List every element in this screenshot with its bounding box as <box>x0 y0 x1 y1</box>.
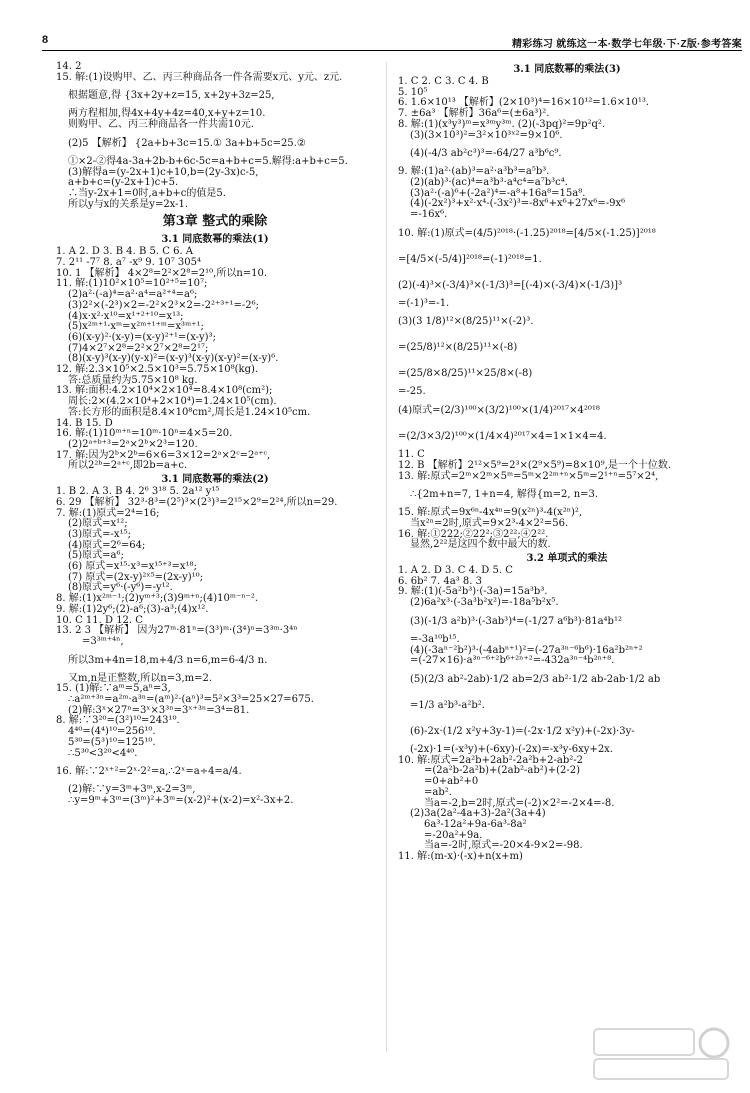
left-answer-line: =3³ᵐ⁺⁴ⁿ, <box>82 635 124 647</box>
right-answer-line: 16. 解:①222;②22²;③2²²;④2²². <box>398 528 549 540</box>
right-answer-line: (2)(ab)³·(ac)⁴=a³b³·a⁴c⁴=a⁷b³c⁴. <box>410 176 568 188</box>
right-answer-line: =1/3 a²b³-a²b². <box>410 699 485 711</box>
right-answer-line: =-16x⁶. <box>410 209 448 221</box>
left-answer-line: (8)原式=y⁶·(-y⁶)=-y¹². <box>68 582 173 594</box>
left-answer-line: 9. 解:(1)2y⁶;(2)-a⁶;(3)-a³;(4)x¹². <box>56 603 209 615</box>
right-answer-line: (2)6a²x³·(-3a³b²x²)=-18a⁵b²x⁵. <box>410 597 559 609</box>
left-answer-line: (4)原式=2⁶=64; <box>68 539 146 551</box>
left-answer-line: ∴5³⁰<3²⁰<4⁴⁰. <box>68 747 138 759</box>
left-answer-line: 15. 解:(1)设购甲、乙、丙三种商品各一件各需要x元、y元、z元. <box>56 71 343 83</box>
left-answer-line: 两方程相加,得4x+4y+4z=40,x+y+z=10. <box>68 108 266 120</box>
left-answer-line: (4)x·x²·x¹⁰=x¹⁺²⁺¹⁰=x¹³; <box>68 310 184 322</box>
left-answer-line: 8. 解:∵3²⁰=(3²)¹⁰=243¹⁰. <box>56 715 180 727</box>
right-answer-line: =(2a²b-2a²b)+(2ab²-ab²)+(2-2) <box>424 765 580 777</box>
left-answer-line: (2)原式=x¹²; <box>68 518 128 530</box>
left-answer-line: 10. 1 【解析】 4×2⁸=2²×2⁸=2¹⁰,所以n=10. <box>56 267 268 279</box>
right-answer-line: (-2x)·1=(-x³y)+(-6xy)-(-2x)=-x³y-6xy+2x. <box>410 743 614 755</box>
right-answer-line: ∴{2m+n=7, 1+n=4, 解得{m=2, n=3. <box>410 489 599 501</box>
left-answer-line: ∴y=9ᵐ+3ᵐ=(3ᵐ)²+3ᵐ=(x-2)²+(x-2)=x²-3x+2. <box>68 794 294 806</box>
left-answer-line: (2)5 【解析】 {2a+b+3c=15.① 3a+b+5c=25.② <box>68 137 306 149</box>
right-answer-line: 5. 10⁵ <box>398 86 428 98</box>
left-answer-line: (6)(x-y)²·(x-y)=(x-y)²⁺¹=(x-y)³; <box>68 331 216 343</box>
right-answer-line: =(25/8)¹²×(8/25)¹¹×(-8) <box>398 342 518 354</box>
left-answer-line: 第3章 整式的乘除 <box>162 214 268 230</box>
left-column <box>56 62 374 807</box>
left-answer-line: 3.1 同底数幂的乘法(1) <box>161 234 269 246</box>
left-answer-line: ①×2-②得4a-3a+2b-b+6c-5c=a+b+c=5.解得:a+b+c=5. <box>68 155 348 167</box>
right-answer-line: (3)a²·(-a)⁶+(-2a²)⁴=-a⁸+16a⁸=15a⁸. <box>410 187 586 199</box>
left-answer-line: 所以3m+4n=18,m+4/3 n=6,m=6-4/3 n. <box>68 654 268 666</box>
right-answer-line: 9. 解:(1)a²·(ab)³=a²·a³b³=a⁵b³. <box>398 166 550 178</box>
left-answer-line: 16. 解:(1)10ᵐ⁺ⁿ=10ᵐ·10ⁿ=4×5=20. <box>56 428 233 440</box>
right-answer-line: 8. 解:(1)(x³y³)ᵐ=x³ᵐy³ᵐ. (2)(-3pq)²=9p²q². <box>398 118 606 130</box>
left-answer-line: 13. 解:面积:4.2×10⁴×2×10⁴=8.4×10⁸(cm²); <box>56 385 273 397</box>
left-answer-line: (2)2ᵃ⁺ᵇ⁺³=2ᵃ×2ᵇ×2³=120. <box>68 438 198 450</box>
left-answer-line: 10. C 11. D 12. C <box>56 614 143 626</box>
left-answer-line: 则购甲、乙、丙三种商品各一件共需10元. <box>68 119 254 131</box>
right-column <box>398 62 736 863</box>
right-answer-line: 6. 6b² 7. 4a³ 8. 3 <box>398 575 482 587</box>
right-answer-line: =-25. <box>398 386 426 398</box>
right-answer-line: (4)(-2x²)³+x²·x⁴-(-3x²)³=-8x⁶+x⁶+27x⁶=-9x⁶ <box>410 198 626 210</box>
left-answer-line: 答:总质量约为5.75×10⁸ kg. <box>68 374 198 386</box>
right-answer-line: =(-1)³=-1. <box>398 297 450 309</box>
page-header <box>42 36 742 51</box>
left-answer-line: 周长:2×(4.2×10⁴+2×10⁴)=1.24×10⁵(cm). <box>68 396 277 408</box>
left-answer-line: (8)(x-y)³(x-y)(y-x)²=(x-y)³(x-y)(x-y)²=(x-y)⁶. <box>68 353 279 365</box>
right-answer-line: 9. 解:(1)(-5a²b³)·(-3a)=15a³b³. <box>398 586 548 598</box>
left-answer-line: (5)原式=a⁶; <box>68 550 124 562</box>
header-title: 精彩练习 就练这一本·数学七年级·下·Z版·参考答案 <box>511 39 742 50</box>
right-answer-line: =0+ab²+0 <box>424 776 479 788</box>
left-answer-line: (5)x²ᵐ⁺¹·xᵐ=x²ᵐ⁺¹⁺ᵐ=x³ᵐ⁺¹; <box>68 321 204 333</box>
left-answer-line: 7. 2¹¹ -7⁷ 8. a⁷ -x⁹ 9. 10⁷ 305⁴ <box>56 257 202 269</box>
left-answer-line: 1. B 2. A 3. B 4. 2⁶ 3¹⁸ 5. 2a¹² y¹⁵ <box>56 486 220 498</box>
left-answer-line: 14. B 15. D <box>56 417 113 429</box>
right-answer-line: 3.1 同底数幂的乘法(3) <box>513 64 621 75</box>
left-answer-line: 11. 解:(1)10²×10⁵=10²⁺⁵=10⁷; <box>56 278 208 290</box>
right-answer-line: 1. C 2. C 3. C 4. B <box>398 76 489 87</box>
right-answer-line: =(-27×16)·a³ⁿ⁻⁶⁺²b⁶⁺²ⁿ⁺²=-432a³ⁿ⁻⁴b²ⁿ⁺⁸. <box>410 655 615 667</box>
right-answer-line: (2)3a(2a²-4a+3)-2a²(3a+4) <box>410 808 546 820</box>
left-answer-line: (2)解:∵y=3ᵐ+3ᵐ,x-2=3ᵐ, <box>68 784 196 796</box>
right-answer-line: =ab². <box>424 786 452 798</box>
right-answer-line: (3)(3×10³)²=3²×10³ˣ²=9×10⁶. <box>410 129 563 141</box>
left-answer-line: ∴a²ᵐ⁺³ⁿ=a²ᵐ·a³ⁿ=(aᵐ)²·(aⁿ)³=5²×3³=25×27=675. <box>68 694 314 706</box>
right-answer-line: =-3a¹⁰b¹⁵. <box>410 633 460 645</box>
right-answer-line: =(25/8×8/25)¹¹×25/8×(-8) <box>398 368 533 380</box>
left-answer-line: 14. 2 <box>56 61 82 72</box>
left-answer-line: 3.1 同底数幂的乘法(2) <box>161 474 269 486</box>
right-answer-line: (3)(3 1/8)¹²×(8/25)¹¹×(-2)³. <box>398 316 534 328</box>
left-answer-line: 12. 解:2.3×10⁵×2.5×10³=5.75×10⁸(kg). <box>56 364 259 376</box>
right-answer-line: (4)(-4/3 ab²c³)³=-64/27 a³b⁶c⁹. <box>410 148 562 160</box>
right-answer-line: 11. 解:(m-x)·(-x)+n(x+m) <box>398 851 523 863</box>
watermark-logo <box>586 1023 736 1083</box>
right-answer-line: 13. 解:原式=2ᵐ×2ᵐ×5ᵐ=5ᵐ×2²ᵐ⁺ⁿ×5ᵐ=2¹⁺ⁿ=5⁷×2⁴, <box>398 470 659 482</box>
right-answer-line: 6a³-12a²+9a-6a³-8a² <box>424 818 527 830</box>
left-answer-line: (2)a²·(-a)⁴=a²·a⁴=a²⁺⁴=a⁶; <box>68 289 198 301</box>
left-answer-line: 又m,n是正整数,所以n=3,m=2. <box>68 672 213 684</box>
left-answer-line: ∴当y-2x+1=0时,a+b+c的值是5. <box>68 187 226 199</box>
right-answer-line: 15. 解:原式=9x⁶ⁿ-4x⁴ⁿ=9(x²ⁿ)³-4(x²ⁿ)², <box>398 507 583 519</box>
left-answer-line: (3)2²×(-2³)×2=-2²×2³×2=-2²⁺³⁺¹=-2⁶; <box>68 299 260 311</box>
right-answer-line: 7. ±6a³ 【解析】36a⁶=(±6a³)². <box>398 108 550 120</box>
left-answer-line: (2)解:3ˣ×27ⁿ=3ˣ×3³ⁿ=3ˣ⁺³ⁿ=3⁴=81. <box>68 704 250 716</box>
right-answer-line: (3)(-1/3 a²b)³·(-3ab³)⁴=(-1/27 a⁶b³)·81a⁴b¹² <box>410 615 622 627</box>
left-answer-line: (6) 原式=x¹⁵·x³=x¹⁵⁺³=x¹⁸; <box>68 561 197 573</box>
right-answer-line: 11. C <box>398 449 425 461</box>
right-answer-line: 显然,2²²是这四个数中最大的数. <box>410 539 551 551</box>
left-answer-line: 6. 29 【解析】 32³·8³=(2⁵)³×(2³)³=2¹⁵×2⁹=2²⁴,所以n=29. <box>56 496 338 508</box>
right-answer-line: (2)(-4)³×(-3/4)³×(-1/3)³=[(-4)×(-3/4)×(-1/3)]³ <box>398 279 623 291</box>
right-answer-line: 3.2 单项式的乘法 <box>526 553 608 565</box>
right-answer-line: 当a=-2时,原式=-20×4-9×2=-98. <box>424 840 583 852</box>
left-answer-line: 8. 解:(1)x²ᵐ⁻¹;(2)yᵐ⁺³;(3)9ᵐ⁺ⁿ;(4)10ᵐ⁻ⁿ⁻². <box>56 593 259 605</box>
right-answer-line: 6. 1.6×10¹³ 【解析】(2×10³)⁴=16×10¹²=1.6×10¹³. <box>398 97 650 109</box>
left-answer-line: (7) 原式=(2x-y)²ˣ⁵=(2x-y)¹⁰; <box>68 571 204 583</box>
left-answer-line: 所以y与x的关系是y=2x-1. <box>68 198 189 210</box>
page-number: 8 <box>42 34 49 46</box>
right-answer-line: 1. A 2. D 3. C 4. D 5. C <box>398 565 513 577</box>
right-answer-line: =-20a²+9a. <box>424 829 483 841</box>
left-answer-line: 17. 解:因为2ᵇ×2ᵇ=6×6=3×12=2ᵃ×2ᶜ=2ᵃ⁺ᶜ, <box>56 449 271 461</box>
left-answer-line: (3)原式=-x¹⁵; <box>68 528 131 540</box>
column-divider <box>386 62 387 1052</box>
left-answer-line: 16. 解:∵2ˣ⁺²=2ˣ·2²=a,∴2ˣ=a÷4=a/4. <box>56 766 242 778</box>
left-answer-line: (3)解得a=(y-2x+1)c+10,b=(2y-3x)c-5, <box>68 166 259 178</box>
right-answer-line: (4)(-3aⁿ⁻²b²)³·(-4abⁿ⁺¹)²=(-27a³ⁿ⁻⁶b⁶)·16a²b²ⁿ⁺² <box>410 644 643 656</box>
right-answer-line: 当x²ⁿ=2时,原式=9×2³-4×2²=56. <box>410 517 569 529</box>
right-answer-line: =(2/3×3/2)¹⁰⁰×(1/4×4)²⁰¹⁷×4=1×1×4=4. <box>398 431 607 443</box>
right-answer-line: =[4/5×(-5/4)]²⁰¹⁸=(-1)²⁰¹⁸=1. <box>398 253 542 265</box>
right-answer-line: (5)(2/3 ab²-2ab)·1/2 ab=2/3 ab²·1/2 ab-2ab·1/2 ab <box>410 673 661 685</box>
left-answer-line: 15. (1)解:∵aᵐ=5,aⁿ=3, <box>56 683 171 695</box>
left-answer-line: a+b+c=(y-2x+1)c+5. <box>68 177 179 189</box>
left-answer-line: 根据题意,得 {3x+2y+z=15, x+2y+3z=25, <box>68 90 275 102</box>
left-answer-line: 答:长方形的面积是8.4×10⁸cm²,周长是1.24×10⁵cm. <box>68 406 311 418</box>
right-answer-line: (6)-2x·(1/2 x²y+3y-1)=(-2x·1/2 x²y)+(-2x)·3y- <box>410 725 635 737</box>
right-answer-line: 10. 解:原式=2a²b+2ab²-2a²b+2-ab²-2 <box>398 754 584 766</box>
left-answer-line: 7. 解:(1)原式=2⁴=16; <box>56 507 160 519</box>
right-answer-line: (4)原式=(2/3)¹⁰⁰×(3/2)¹⁰⁰×(1/4)²⁰¹⁷×4²⁰¹⁸ <box>398 405 600 417</box>
left-answer-line: 1. A 2. D 3. B 4. B 5. C 6. A <box>56 246 194 258</box>
left-answer-line: 5³⁰=(5³)¹⁰=125¹⁰. <box>68 736 156 748</box>
right-answer-line: 当a=-2,b=2时,原式=(-2)×2²=-2×4=-8. <box>424 797 615 809</box>
right-answer-line: 10. 解:(1)原式=(4/5)²⁰¹⁸·(-1.25)²⁰¹⁸=[4/5×(-1.25)]²⁰¹⁸ <box>398 227 656 239</box>
right-answer-line: 12. B 【解析】2¹²×5⁹=2³×(2⁹×5⁹)=8×10⁹,是一个十位数. <box>398 459 672 471</box>
left-answer-line: (7)4×2⁷×2⁸=2²×2⁷×2⁸=2¹⁷; <box>68 342 209 354</box>
left-answer-line: 13. 2 3 【解析】 因为27ᵐ·81ⁿ=(3³)ᵐ·(3⁴)ⁿ=3³ᵐ·3⁴ⁿ <box>56 625 298 637</box>
left-answer-line: 4⁴⁰=(4⁴)¹⁰=256¹⁰. <box>68 726 156 738</box>
left-answer-line: 所以2²ᵇ=2ᵃ⁺ᶜ,即2b=a+c. <box>68 460 188 472</box>
